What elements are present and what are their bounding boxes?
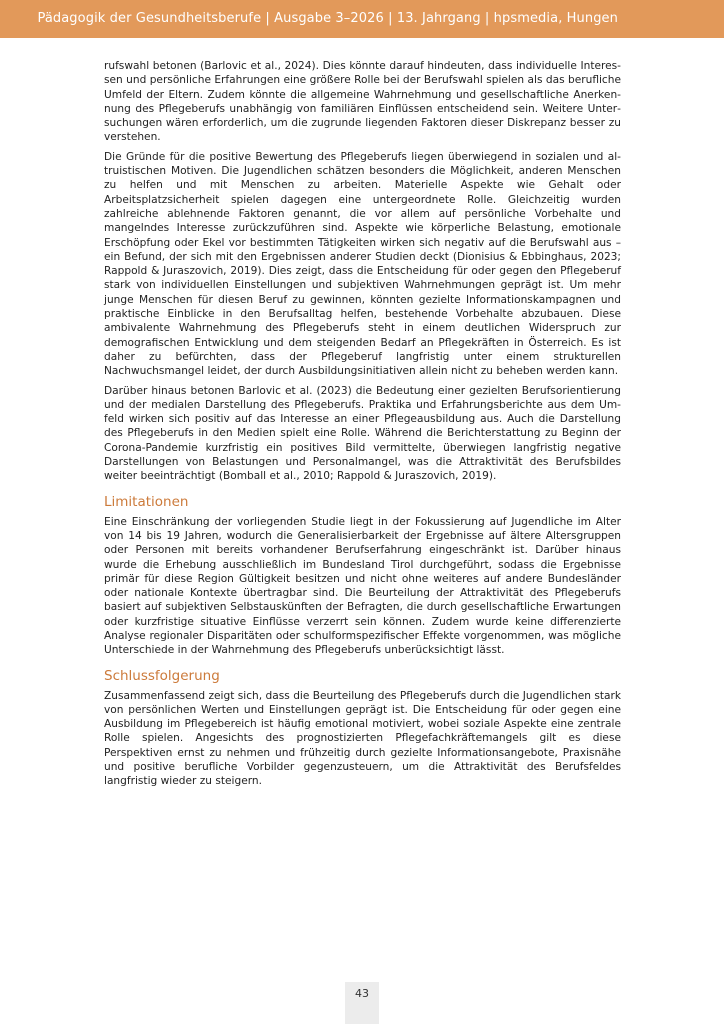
body-paragraph-3: Darüber hinaus betonen Barlovic et al. (2023) die Bedeutung einer gezielten Berufsorientierung und der medialen Darstellung des Pflegeberufs. Praktika und Erfahrungsberichte aus dem Umfeld wirken sich positiv auf das Interesse an einer Pflegeausbildung aus. Auch die Darstellung des Pflegeberufs in den Medien spielt eine Rolle. Während die Berichterstattung zu Beginn der Corona-Pandemie kurzfristig ein positives Bild vermittelte, überwiegen langfristig negative Darstellungen von Belastungen und Personalmangel, was die Attraktivität des Berufsbildes weiter beeinträchtigt (Bomball et al., 2010; Rappold & Juraszovich, 2019). — [104, 384, 621, 483]
body-paragraph-1: rufswahl betonen (Barlovic et al., 2024). Dies könnte darauf hindeuten, dass individuelle Interessen und persönliche Erfahrungen eine größere Rolle bei der Berufswahl spielen als das berufliche Umfeld der Eltern. Zudem könnte die allgemeine Wahrnehmung und gesellschaftliche Anerkennung des Pflegeberufs unabhängig von familiären Einflüssen entscheidend sein. Weitere Untersuchungen wären erforderlich, um die zugrunde liegenden Faktoren dieser Diskrepanz besser zu verstehen. — [104, 60, 621, 144]
body-paragraph-5: Zusammenfassend zeigt sich, dass die Beurteilung des Pflegeberufs durch die Jugendlichen stark von persönlichen Werten und Einstellungen geprägt ist. Die Entscheidung für oder gegen eine Ausbildung im Pflegebereich ist häufig emotional motiviert, wobei soziale Aspekte eine zentrale Rolle spielen. Angesichts des prognostizierten Pflegefachkräftemangels gilt es diese Perspektiven ernst zu nehmen und frühzeitig durch gezielte Informationsangebote, Praxisnähe und positive berufliche Vorbilder gegenzusteuern, um die Attraktivität des Berufsfeldes langfristig wieder zu steigern. — [104, 689, 621, 788]
section-heading-limitations: Limitationen — [104, 493, 189, 510]
body-paragraph-4: Eine Einschränkung der vorliegenden Studie liegt in der Fokussierung auf Jugendliche im Alter von 14 bis 19 Jahren, wodurch die Generalisierbarkeit der Ergebnisse auf ältere Altersgruppen oder Personen mit bereits vorhandener Berufserfahrung eingeschränkt ist. Darüber hinaus wurde die Erhebung ausschließlich im Bundesland Tirol durchgeführt, sodass die Ergebnisse primär für diese Region Gültigkeit besitzen und nicht ohne weiteres auf andere Bundesländer oder nationale Kontexte übertragbar sind. Die Beurteilung der Attraktivität des Pflegeberufs basiert auf subjektiven Selbstauskünften der Befragten, die durch gesellschaftliche Erwartungen oder kurzfristige situative Einflüsse verzerrt sein können. Zudem wurde keine differenzierte Analyse regionaler Disparitäten oder schulformspezifischer Effekte vorgenommen, was mögliche Unterschiede in der Wahrnehmung des Pflegeberufs unberücksichtigt lässt. — [104, 515, 621, 657]
journal-header-bar — [0, 0, 724, 38]
article-body — [104, 59, 621, 794]
page-number-box — [345, 982, 379, 1024]
page-number: 43 — [355, 987, 369, 1000]
journal-header-text: Pädagogik der Gesundheitsberufe | Ausgabe 3–2026 | 13. Jahrgang | hpsmedia, Hungen — [37, 11, 618, 26]
section-heading-conclusion: Schlussfolgerung — [104, 667, 220, 684]
body-paragraph-2: Die Gründe für die positive Bewertung des Pflegeberufs liegen überwiegend in sozialen und altruistischen Motiven. Die Jugendlichen schätzen besonders die Möglichkeit, anderen Menschen zu helfen und mit Menschen zu arbeiten. Materielle Aspekte wie Gehalt oder Arbeitsplatzsicherheit spielen dagegen eine untergeordnete Rolle. Gleichzeitig wurden zahlreiche ablehnende Faktoren genannt, die vor allem auf persönliche Vorbehalte und mangelndes Interesse zurückzuführen sind. Aspekte wie körperliche Belastung, emotionale Erschöpfung oder Ekel vor bestimmten Tätigkeiten wirken sich negativ auf die Berufswahl aus – ein Befund, der sich mit den Ergebnissen anderer Studien deckt (Dionisius & Ebbinghaus, 2023; Rappold & Juraszovich, 2019). Dies zeigt, dass die Entscheidung für oder gegen den Pflegeberuf stark von individuellen Einstellungen und subjektiven Wahrnehmungen geprägt ist. Um mehr junge Menschen für diesen Beruf zu gewinnen, könnten gezielte Informationskampagnen und praktische Einblicke in den Berufsalltag helfen, bestehende Vorbehalte abzubauen. Diese ambivalente Wahrnehmung des Pflegeberufs steht in einem deutlichen Widerspruch zur demografischen Entwicklung und dem steigenden Bedarf an Pflegekräften in Österreich. Es ist daher zu befürchten, dass der Pflegeberuf langfristig unter einem strukturellen Nachwuchsmangel leidet, der durch Ausbildungsinitiativen allein nicht zu beheben werden kann. — [104, 150, 621, 378]
